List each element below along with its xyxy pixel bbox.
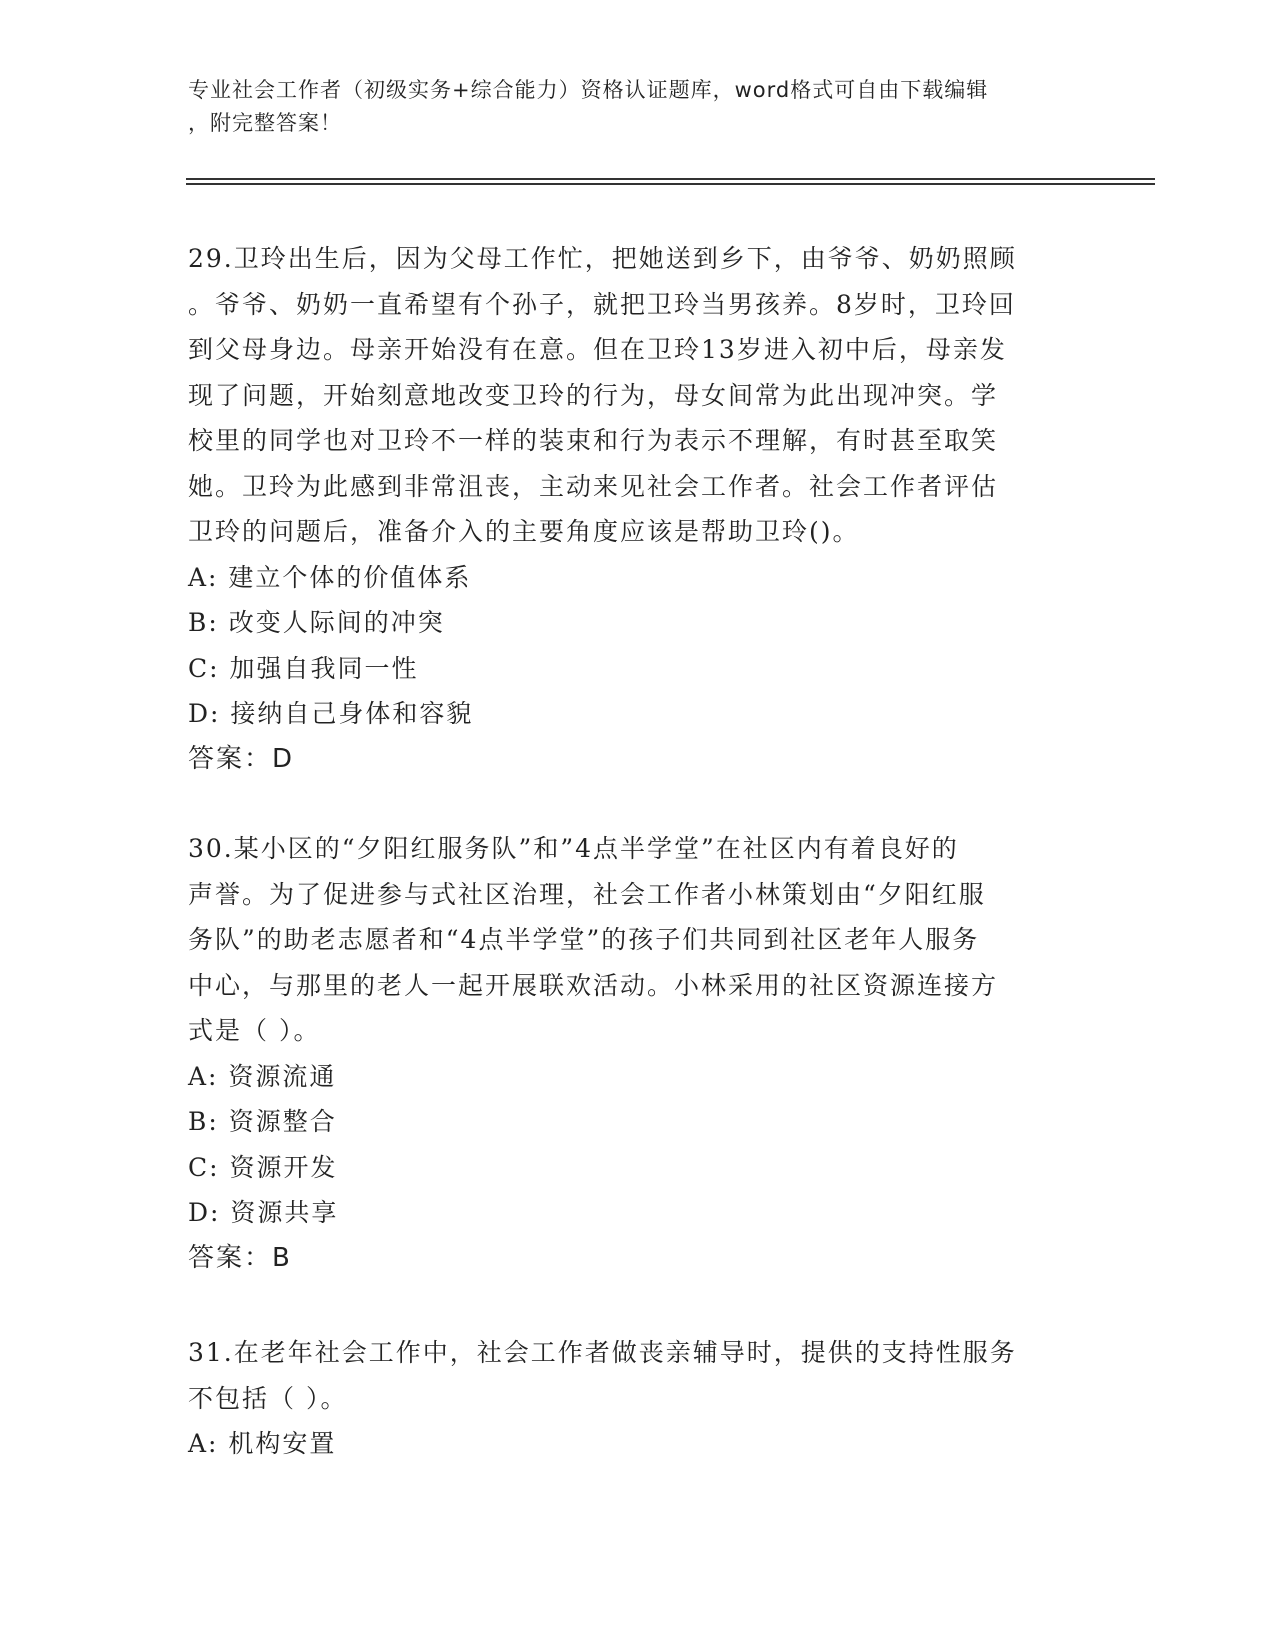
question-stem xyxy=(188,236,1068,555)
question-29 xyxy=(188,236,1068,782)
answer: 答案：B xyxy=(188,1242,292,1273)
option-a: A: 机构安置 xyxy=(188,1429,337,1458)
question-stem xyxy=(188,826,1068,1054)
stem-line: 不包括（ ）。 xyxy=(188,1383,348,1413)
option-c: C: 加强自我同一性 xyxy=(188,653,419,683)
option-d: D: 接纳自己身体和容貌 xyxy=(188,699,474,728)
stem-line: 声誉。为了促进参与式社区治理，社会工作者小林策划由“夕阳红服 xyxy=(188,879,986,909)
question-stem xyxy=(188,1330,1068,1421)
stem-line: 务队”的助老志愿者和“4点半学堂”的孩子们共同到社区老年人服务 xyxy=(188,925,980,954)
stem-line: 30.某小区的“夕阳红服务队”和”4点半学堂”在社区内有着良好的 xyxy=(188,834,959,863)
header-divider-bottom xyxy=(186,183,1155,185)
answer: 答案：D xyxy=(188,743,295,774)
stem-line: 到父母身边。母亲开始没有在意。但在卫玲13岁进入初中后，母亲发 xyxy=(188,335,1007,364)
stem-line: 31.在老年社会工作中，社会工作者做丧亲辅导时，提供的支持性服务 xyxy=(188,1338,1017,1367)
option-c: C: 资源开发 xyxy=(188,1152,338,1182)
document-header xyxy=(188,74,1088,140)
option-b: B: 改变人际间的冲突 xyxy=(188,608,445,637)
option-d: D: 资源共享 xyxy=(188,1198,339,1227)
stem-line: 式是（ ）。 xyxy=(188,1016,321,1045)
stem-line: 卫玲的问题后，准备介入的主要角度应该是帮助卫玲()。 xyxy=(188,517,860,546)
question-31 xyxy=(188,1330,1068,1467)
stem-line: 。爷爷、奶奶一直希望有个孙子，就把卫玲当男孩养。8岁时，卫玲回 xyxy=(188,289,1016,319)
stem-line: 29.卫玲出生后，因为父母工作忙，把她送到乡下，由爷爷、奶奶照顾 xyxy=(188,244,1017,273)
option-a: A: 建立个体的价值体系 xyxy=(188,562,472,592)
stem-line: 校里的同学也对卫玲不一样的装束和行为表示不理解，有时甚至取笑 xyxy=(188,426,999,455)
header-line-1: 专业社会工作者（初级实务+综合能力）资格认证题库，word格式可自由下载编辑 xyxy=(188,78,989,102)
stem-line: 中心，与那里的老人一起开展联欢活动。小林采用的社区资源连接方 xyxy=(188,970,999,1000)
header-line-2: ，附完整答案！ xyxy=(188,111,342,135)
option-a: A: 资源流通 xyxy=(188,1061,337,1091)
stem-line: 现了问题，开始刻意地改变卫玲的行为，母女间常为此出现冲突。学 xyxy=(188,380,999,410)
stem-line: 她。卫玲为此感到非常沮丧，主动来见社会工作者。社会工作者评估 xyxy=(188,471,999,501)
header-divider-top xyxy=(186,178,1155,180)
option-b: B: 资源整合 xyxy=(188,1107,337,1136)
question-30 xyxy=(188,826,1068,1281)
